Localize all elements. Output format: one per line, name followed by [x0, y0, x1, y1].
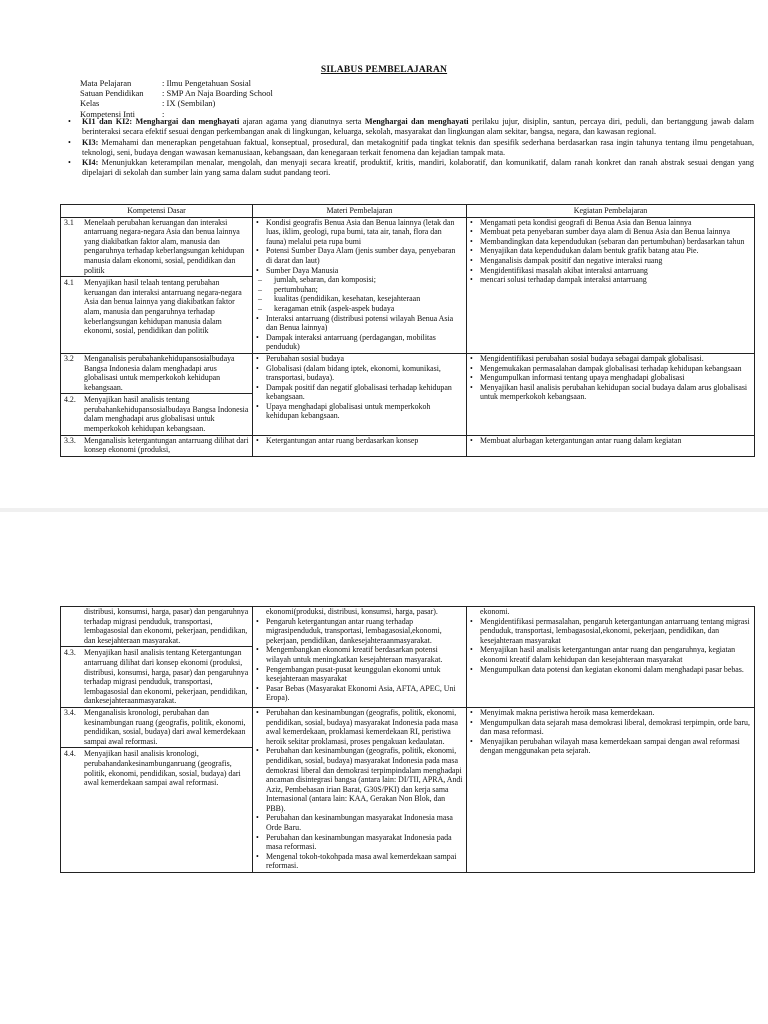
table-row-3-4 [61, 707, 755, 872]
list-item: • Mengidentifikasi masalah akibat interaksi antarruang [470, 266, 751, 276]
list-item: • Perubahan dan kesinambungan masyarakat Indonesia pada masa reformasi. [256, 833, 463, 852]
list-item: • Perubahan dan kesinambungan (geografis, politik, ekonomi, pendidikan, sosial, budaya) masyarakat Indonesia pada masa awal kemerdekaan, proklamasi kemerdekaan RI, peristiwa heroik sekitar proklamasi, proses pengakuan kedaulatan. [256, 708, 463, 746]
info-label: Kelas [80, 98, 100, 109]
header-kompetensi-dasar: Kompetensi Dasar [61, 205, 253, 218]
ki-text: KI3: Memahami dan menerapkan pengetahuan faktual, konseptual, prosedural, dan metakognitif pada tingkat teknis dan spesifik sederhana berdasarkan rasa ingin tahunya tentang ilmu pengetahuan, teknologi, seni, budaya dengan wawasan kemanusiaan, kebangsaan, dan kenegaraan terkait fenomena dan kejadian tampak mata. [82, 137, 754, 157]
kegiatan-cell [467, 435, 755, 456]
materi-cell [253, 435, 467, 456]
list-item: • Pengaruh ketergantungan antar ruang terhadap migrasipenduduk, transportasi, lembagasosial,ekonomi, pekerjaan, pendidikan, dankesejahteraanmasyarakat. [256, 617, 463, 646]
list-item: – keragaman etnik (aspek-aspek budaya [256, 304, 463, 314]
kegiatan-continuation: ekonomi. [480, 607, 510, 616]
list-item: • Upaya menghadapi globalisasi untuk memperkokoh kehidupan kebangsaan. [256, 402, 463, 421]
kompetensi-dasar-cell [61, 707, 253, 872]
list-item: • Mengenal tokoh-tokohpada masa awal kemerdekaan sampai reformasi. [256, 852, 463, 871]
list-item: • Mengumpulkan data potensi dan kegiatan ekonomi dalam menghadapi pasar bebas. [470, 665, 751, 675]
header-kegiatan-pembelajaran: Kegiatan Pembelajaran [467, 205, 755, 218]
kd-item [64, 354, 249, 392]
kd-text: Menyajikan hasil analisis kronologi, perubahandankesinambunganruang (geografis, politik, ekonomi, pendidikan, sosial, budaya) dari awal kemerdekaan sampai awal reformasi. [84, 749, 241, 788]
kegiatan-list [470, 354, 751, 402]
materi-cell [253, 217, 467, 353]
list-item: • Potensi Sumber Daya Alam (jenis sumber daya, penyebaran di darat dan laut) [256, 246, 463, 265]
list-item: • Mengemukakan permasalahan dampak globalisasi terhadap kehidupan kebangsaan [470, 364, 751, 374]
list-item: • Ketergantungan antar ruang berdasarkan konsep [256, 436, 463, 446]
ki-lead: KI4: [82, 158, 99, 168]
list-item: – kualitas (pendidikan, kesehatan, kesejahteraan [256, 294, 463, 304]
kd-text: distribusi, konsumsi, harga, pasar) dan pengaruhnya terhadap migrasi penduduk, transportasi, lembagasosial dan ekonomi, pekerjaan, pendidikan, dan kesejahteraan masyarakat. [84, 607, 249, 645]
list-item: • Mengidentifikasi permasalahan, pengaruh ketergantungan antarruang tentang migrasi penduduk, transportasi, lembagasosial,ekonomi, pekerjaan, pendidikan, dan kesejahteraan masyarakat [470, 617, 751, 646]
kegiatan-cell [467, 217, 755, 353]
info-label: Mata Pelajaran [80, 78, 132, 88]
list-item: • Mengumpulkan data sejarah masa demokrasi liberal, demokrasi terpimpin, orde baru, dan masa reformasi. [470, 718, 751, 737]
list-item: – pertumbuhan; [256, 285, 463, 295]
document-title: SILABUS PEMBELAJARAN [320, 65, 448, 75]
kd-number: 4.2. [64, 395, 76, 405]
materi-continuation: ekonomi(produksi, distribusi, konsumsi, harga, pasar). [266, 607, 438, 616]
materi-list [256, 218, 463, 276]
table-row-3-1 [61, 217, 755, 353]
kd-number: 3.3. [64, 435, 76, 445]
syllabus-table-part-2 [60, 606, 755, 873]
bullet: • [68, 137, 71, 147]
info-value: : SMP An Naja Boarding School [162, 88, 273, 99]
kompetensi-dasar-cell [61, 353, 253, 435]
list-item: • Menyajikan perubahan wilayah masa kemerdekaan sampai dengan awal reformasi dengan menggunakan peta sejarah. [470, 737, 751, 756]
list-item: • Perubahan dan kesinambungan masyarakat Indonesia masa Orde Baru. [256, 813, 463, 832]
kd-item [61, 393, 252, 433]
materi-list [256, 436, 463, 446]
kd-text: Menyajikan hasil analisis tentang Ketergantungan antarruang dilihat dari konsep ekonomi (produksi, distribusi, konsumsi, harga, pasar) dan pengaruhnya terhadap migrasi penduduk, transportasi, lembagasosial dan ekonomi, pekerjaan, pendidikan, dankesejahteraanmasyarakat. [84, 648, 249, 706]
info-value: : Ilmu Pengetahuan Sosial [162, 78, 252, 88]
ki-item-1 [68, 117, 754, 138]
list-item: • Pengembangan pusat-pusat keunggulan ekonomi untuk kesejahteraan masyarakat [256, 665, 463, 684]
kd-item [64, 218, 249, 276]
list-item: • Menyajikan hasil analisis perubahan kehidupan social budaya dalam arus globalisasi untuk memperkokoh kebangsaan. [470, 383, 751, 402]
list-item: • Mengidentifikasi perubahan sosial budaya sebagai dampak globalisasi. [470, 354, 751, 364]
ki-text: KI1 dan KI2: Menghargai dan menghayati ajaran agama yang dianutnya serta Menghargai dan menghayati perilaku jujur, disiplin, santun, percaya diri, peduli, dan bertanggung jawab dalam berinteraksi secara efektif sesuai dengan perkembangan anak di lingkungan, keluarga, sekolah, masyarakat dan lingkungan alam sekitar, bangsa, negara, dan kawasan regional. [82, 117, 754, 137]
materi-list [256, 354, 463, 421]
kegiatan-cell [467, 607, 755, 708]
info-row-mata-pelajaran [80, 78, 273, 88]
list-item: • Membuat peta penyebaran sumber daya alam di Benua Asia dan Benua lainnya [470, 227, 751, 237]
info-label: Kompetensi Inti [80, 108, 136, 119]
list-item: • Mengembangkan ekonomi kreatif berdasarkan potensi wilayah untuk meningkatkan kesejahteraan masyarakat. [256, 645, 463, 664]
materi-dash-list [256, 275, 463, 313]
materi-cell [253, 707, 467, 872]
table-row-3-3-continued [61, 607, 755, 708]
kegiatan-cell [467, 707, 755, 872]
list-item: • Membandingkan data kependudukan (sebaran dan pertumbuhan) berdasarkan tahun [470, 237, 751, 247]
kd-number: 4.4. [64, 749, 76, 759]
kd-text: Menyajikan hasil telaah tentang perubahan keruangan dan interaksi antarruang negara-negara Asia dan benua lainnya yang diakibatkan faktor alam, manusia dan pengaruhnya terhadap keberlangsungan kehidupan manusia dalam ekonomi, sosial, pendidikan dan politik [84, 278, 242, 336]
list-item: • Globalisasi (dalam bidang iptek, ekonomi, komunikasi, transportasi, budaya). [256, 364, 463, 383]
list-item: – jumlah, sebaran, dan komposisi; [256, 275, 463, 285]
kd-item [61, 276, 252, 336]
kd-number-empty [64, 607, 84, 645]
kegiatan-list [470, 436, 751, 446]
list-item: • Mengumpulkan informasi tentang upaya menghadapi globalisasi [470, 373, 751, 383]
kompetensi-dasar-cell [61, 607, 253, 708]
list-item: • Menyajikan data kependudukan dalam bentuk grafik batang atau Pie. [470, 246, 751, 256]
ki-emphasis: Menghargai dan menghayati [135, 117, 240, 126]
materi-cell [253, 607, 467, 708]
table-row-3-3 [61, 435, 755, 456]
ki-lead: KI1 dan KI2: [82, 117, 133, 126]
ki-text: KI4: Menunjukkan keterampilan menalar, mengolah, dan menyaji secara kreatif, produktif, kritis, mandiri, kolaboratif, dan komunikatif, dalam ranah konkret dan ranah abstrak sesuai dengan yang dipelajari di sekolah dan sumber lain yang sama dalam sudut pandang teori. [82, 158, 754, 178]
kd-item [64, 708, 249, 746]
list-item: • Pasar Bebas (Masyarakat Ekonomi Asia, AFTA, APEC, Uni Eropa). [256, 684, 463, 703]
table-row-3-2 [61, 353, 755, 435]
list-item: • Kondisi geografis Benua Asia dan Benua lainnya (letak dan luas, iklim, geologi, rupa bumi, tata air, tanah, flora dan fauna) melalui peta rupa bumi [256, 218, 463, 247]
info-value: : [162, 108, 165, 119]
list-item: • Menganalisis dampak positif dan negative interaksi ruang [470, 256, 751, 266]
kompetensi-dasar-cell [61, 435, 253, 456]
ki-item-4 [68, 158, 754, 179]
materi-list [256, 708, 463, 871]
list-item: • Perubahan dan kesinambungan (geografis, politik, ekonomi, pendidikan, sosial, budaya) masyarakat Indonesia pada masa demokrasi liberal dan demokrasi terpimpindalam menghadapi ancaman disintegrasi bangsa (antara lain: DI/TII, APRA, Andi Aziz, Pembebasan irian Barat, G30S/PKI) dan kerja sama Internasional (antara lain: KAA, Gerakan Non Blok, dan PBB). [256, 746, 463, 813]
kd-text: Menyajikan hasil analisis tentang perubahankehidupansosialbudaya Bangsa Indonesia dalam menghadapi arus globalisasi untuk memperkokoh kehidupan kebangsaan. [84, 395, 249, 434]
kd-item [61, 747, 252, 787]
kd-text: Menelaah perubahan keruangan dan interaksi antarruang negara-negara Asia dan benua lainnya yang diakibatkan faktor alam, manusia dan pengaruhnya terhadap keberlangsungan kehidupan manusia dalam ekonomi, sosial, pendidikan dan politik [84, 217, 245, 275]
kegiatan-list [470, 218, 751, 285]
kegiatan-cell [467, 353, 755, 435]
kd-number: 3.1 [64, 217, 74, 227]
kd-text: Menganalisis ketergantungan antarruang dilihat dari konsep ekonomi (produksi, [84, 435, 249, 455]
list-item: • mencari solusi terhadap dampak interaksi antarruang [470, 275, 751, 285]
kompetensi-dasar-cell [61, 217, 253, 353]
info-block [80, 78, 273, 119]
info-row-kelas [80, 98, 273, 108]
table-header-row [61, 205, 755, 218]
info-value: : IX (Sembilan) [162, 98, 216, 109]
list-item: • Interaksi antarruang (distribusi potensi wilayah Benua Asia dan Benua lainnya) [256, 314, 463, 333]
kegiatan-list [470, 708, 751, 756]
kd-item [64, 607, 249, 645]
syllabus-table-part-1 [60, 204, 755, 457]
info-label: Satuan Pendidikan [80, 88, 144, 99]
materi-cell [253, 353, 467, 435]
list-item: • Sumber Daya Manusia [256, 266, 463, 276]
kd-item [61, 646, 252, 706]
kd-item [64, 436, 249, 455]
kd-number: 4.1 [64, 278, 74, 288]
kd-number: 4.3. [64, 648, 76, 658]
ki-lead: KI3: [82, 137, 99, 147]
kegiatan-list [470, 617, 751, 675]
bullet: • [68, 158, 71, 168]
list-item: • Dampak interaksi antarruang (perdagangan, mobilitas penduduk) [256, 333, 463, 352]
list-item: • Mengamati peta kondisi geografi di Benua Asia dan Benua lainnya [470, 218, 751, 228]
list-item: • Menyimak makna peristiwa heroik masa kemerdekaan. [470, 708, 751, 718]
ki-item-3 [68, 138, 754, 159]
list-item: • Menyajikan hasil analisis ketergantungan antar ruang dan pengaruhnya, kegiatan ekonomi kreatif dalam kehidupan dan kesejahteraan masyarakat [470, 645, 751, 664]
list-item: • Perubahan sosial budaya [256, 354, 463, 364]
kd-number: 3.4. [64, 707, 76, 717]
kd-number: 3.2 [64, 353, 74, 363]
kd-text: Menganalisis perubahankehidupansosialbudaya Bangsa Indonesia dalam menghadapi arus globalisasi untuk memperkokoh kehidupan kebangsaan. [84, 353, 235, 392]
bullet: • [68, 117, 71, 126]
ki-emphasis: Menghargai dan menghayati [364, 117, 469, 126]
materi-list [256, 617, 463, 703]
list-item: • Dampak positif dan negatif globalisasi terhadap kehidupan kebangsaan. [256, 383, 463, 402]
kompetensi-inti-list [68, 117, 754, 179]
header-materi-pembelajaran: Materi Pembelajaran [253, 205, 467, 218]
list-item: • Membuat alurbagan ketergantungan antar ruang dalam kegiatan [470, 436, 751, 446]
kd-text: Menganalisis kronologi, perubahan dan kesinambungan ruang (geografis, politik, ekonomi, pendidikan, sosial, budaya) dari awal kemerdekaan sampai awal reformasi. [84, 707, 246, 746]
materi-list [256, 314, 463, 352]
info-row-satuan-pendidikan [80, 88, 273, 98]
